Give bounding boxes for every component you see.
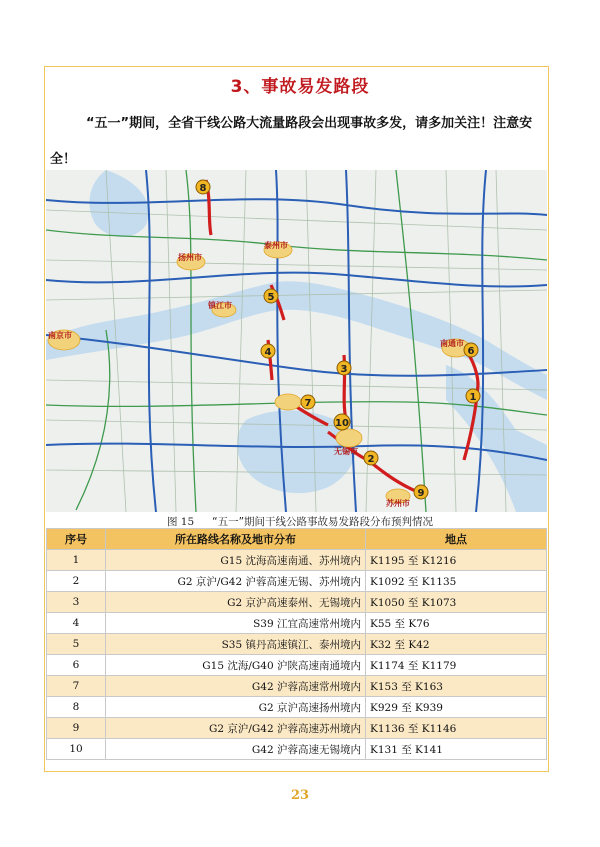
page-number: 23	[290, 788, 310, 803]
row-location: K1050 至 K1073	[366, 592, 547, 613]
row-no: 3	[47, 592, 106, 613]
marker-8	[196, 180, 210, 194]
city-label-wuxi: 无锡市	[334, 447, 358, 456]
figure-number: 图 15	[166, 516, 195, 528]
accident-table	[46, 528, 547, 760]
svg-text:8: 8	[199, 183, 207, 194]
svg-text:10: 10	[335, 418, 349, 429]
svg-text:9: 9	[417, 488, 425, 499]
row-route: G15 沈海高速南通、苏州境内	[106, 550, 366, 571]
city-label-nanjing: 南京市	[48, 331, 72, 340]
svg-text:1: 1	[469, 392, 477, 403]
table-row	[47, 592, 547, 613]
table-header-row	[47, 529, 547, 550]
row-location: K1136 至 K1146	[366, 718, 547, 739]
header-route: 所在路线名称及地市分布	[106, 529, 366, 550]
table-row	[47, 550, 547, 571]
row-route: G15 沈海/G40 沪陕高速南通境内	[106, 655, 366, 676]
marker-9	[414, 485, 428, 499]
table-row	[47, 655, 547, 676]
map-canvas	[46, 170, 547, 512]
row-location: K1092 至 K1135	[366, 571, 547, 592]
row-no: 9	[47, 718, 106, 739]
row-route: G2 京沪/G42 沪蓉高速苏州境内	[106, 718, 366, 739]
table-row	[47, 697, 547, 718]
city-label-taizhou: 泰州市	[264, 241, 288, 250]
row-no: 6	[47, 655, 106, 676]
table-row	[47, 739, 547, 760]
row-location: K32 至 K42	[366, 634, 547, 655]
table-row	[47, 613, 547, 634]
row-no: 7	[47, 676, 106, 697]
city-label-zhenjiang: 镇江市	[208, 301, 232, 310]
svg-text:3: 3	[340, 364, 348, 375]
table-row	[47, 571, 547, 592]
row-location: K1174 至 K1179	[366, 655, 547, 676]
row-route: G2 京沪/G42 沪蓉高速无锡、苏州境内	[106, 571, 366, 592]
row-route: G2 京沪高速泰州、无锡境内	[106, 592, 366, 613]
marker-4	[261, 344, 275, 358]
header-no: 序号	[47, 529, 106, 550]
row-location: K131 至 K141	[366, 739, 547, 760]
city-label-suzhou: 苏州市	[386, 499, 410, 508]
row-location: K929 至 K939	[366, 697, 547, 718]
row-location: K55 至 K76	[366, 613, 547, 634]
city-label-nantong: 南通市	[440, 339, 464, 348]
route-map	[46, 170, 547, 512]
row-no: 8	[47, 697, 106, 718]
table-row	[47, 718, 547, 739]
marker-2	[364, 451, 378, 465]
row-route: S35 镇丹高速镇江、泰州境内	[106, 634, 366, 655]
marker-3	[337, 361, 351, 375]
table-row	[47, 676, 547, 697]
row-route: G42 沪蓉高速常州境内	[106, 676, 366, 697]
marker-10	[334, 414, 350, 430]
row-route: G42 沪蓉高速无锡境内	[106, 739, 366, 760]
city-label-yangzhou: 扬州市	[178, 253, 202, 262]
header-location: 地点	[366, 529, 547, 550]
row-no: 10	[47, 739, 106, 760]
marker-1	[466, 389, 480, 403]
row-no: 5	[47, 634, 106, 655]
svg-text:4: 4	[264, 347, 272, 358]
row-location: K153 至 K163	[366, 676, 547, 697]
row-route: G2 京沪高速扬州境内	[106, 697, 366, 718]
row-location: K1195 至 K1216	[366, 550, 547, 571]
marker-7	[301, 395, 315, 409]
svg-text:6: 6	[467, 346, 475, 357]
notice-text: “五一”期间，全省干线公路大流量路段会出现事故多发，请多加关注！注意安全！	[50, 116, 533, 167]
row-no: 4	[47, 613, 106, 634]
marker-6	[464, 343, 478, 357]
table-row	[47, 634, 547, 655]
svg-text:2: 2	[367, 454, 375, 465]
svg-text:7: 7	[304, 398, 312, 409]
figure-caption	[0, 514, 600, 529]
svg-text:5: 5	[267, 292, 275, 303]
marker-5	[264, 289, 278, 303]
row-no: 1	[47, 550, 106, 571]
figure-title: “五一”期间干线公路事故易发路段分布预判情况	[212, 516, 434, 528]
row-route: S39 江宜高速常州境内	[106, 613, 366, 634]
row-no: 2	[47, 571, 106, 592]
section-heading: 3、事故易发路段	[230, 77, 370, 97]
segment-g2-suzhou	[368, 460, 418, 492]
